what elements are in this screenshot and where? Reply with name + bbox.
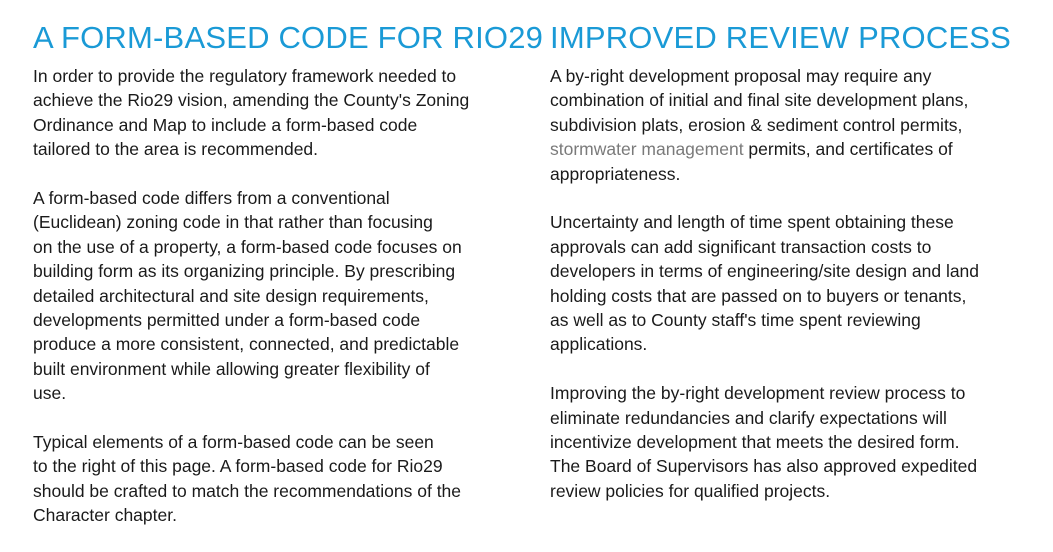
right-column [550,18,1030,528]
text-line: subdivision plats, erosion & sediment control permits, [550,114,963,135]
text-line: developers in terms of engineering/site design and land [550,261,980,282]
text-line: on the use of a property, a form-based code focuses on [33,236,462,257]
text-line: should be crafted to match the recommendations of the [33,480,462,501]
text-line: incentivize development that meets the desired form. [550,432,960,453]
text-line: developments permitted under a form-based code [33,310,421,331]
text-line-with-link [550,137,1030,161]
text-line: built environment while allowing greater flexibility of [33,358,430,379]
left-column [33,18,544,552]
text-line: In order to provide the regulatory framework needed to [33,66,457,86]
left-paragraph-1 [33,64,523,162]
left-paragraph-3 [33,430,523,528]
text-line: Typical elements of a form-based code can be seen [33,432,434,453]
text-line: as well as to County staff's time spent reviewing [550,310,921,331]
text-line: Improving the by-right development review process to [550,383,966,404]
text-line: tailored to the area is recommended. [33,139,319,160]
text-line: A form-based code differs from a conventional [33,188,390,209]
text-line: The Board of Supervisors has also approved expedited [550,456,978,477]
text-fragment: permits, and certificates of [743,139,953,160]
text-line: approvals can add significant transaction costs to [550,236,932,257]
text-line: A by-right development proposal may require any [550,66,932,86]
right-paragraph-3 [550,381,1030,503]
text-line: to the right of this page. A form-based code for Rio29 [33,456,443,477]
left-heading: A FORM-BASED CODE FOR RIO29 [33,20,544,55]
text-line: eliminate redundancies and clarify expectations will [550,407,947,428]
right-paragraph-2 [550,210,1030,356]
text-line: Character chapter. [33,505,177,526]
text-line: combination of initial and final site development plans, [550,90,969,111]
text-line: produce a more consistent, connected, and predictable [33,334,460,355]
text-line: detailed architectural and site design requirements, [33,285,429,306]
text-line: building form as its organizing principle. By prescribing [33,261,456,282]
text-line: appropriateness. [550,163,681,184]
text-line: review policies for qualified projects. [550,480,831,501]
stormwater-management-link[interactable]: stormwater management [550,139,744,160]
left-paragraph-2 [33,186,523,406]
text-line: applications. [550,334,648,355]
text-line: achieve the Rio29 vision, amending the County's Zoning [33,90,470,111]
text-line: use. [33,383,67,404]
right-paragraph-1 [550,64,1030,186]
text-line: Uncertainty and length of time spent obtaining these [550,212,954,233]
text-line: (Euclidean) zoning code in that rather than focusing [33,212,433,233]
text-line: Ordinance and Map to include a form-based code [33,114,418,135]
text-line: holding costs that are passed on to buyers or tenants, [550,285,967,306]
right-heading: IMPROVED REVIEW PROCESS [550,20,1012,55]
